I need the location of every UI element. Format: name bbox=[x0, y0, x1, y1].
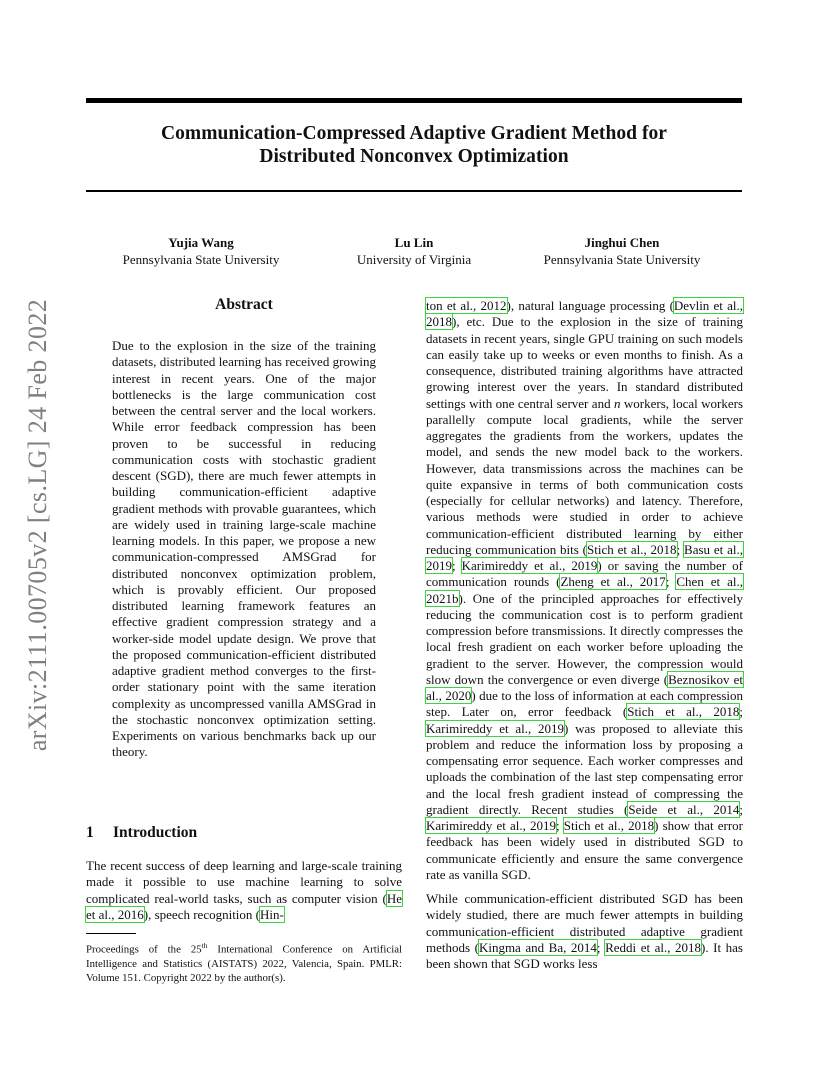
citation-link[interactable]: Karimireddy et al., 2019 bbox=[461, 558, 598, 573]
citation-link[interactable]: ton et al., 2012 bbox=[426, 298, 507, 313]
citation-link[interactable]: Reddi et al., 2018 bbox=[605, 939, 702, 955]
arxiv-identifier: arXiv:2111.00705v2 [cs.LG] 24 Feb 2022 bbox=[23, 298, 52, 752]
footnote-superscript: th bbox=[201, 941, 208, 950]
author-affiliation: University of Virginia bbox=[356, 252, 472, 267]
citation-link[interactable]: Karimireddy et al., 2019 bbox=[426, 818, 557, 833]
citation-link[interactable]: Beznosikov et al., 2020 bbox=[426, 671, 743, 703]
author-affiliation: Pennsylvania State University bbox=[543, 252, 701, 267]
section-title: Introduction bbox=[113, 824, 198, 841]
section-heading bbox=[86, 824, 197, 842]
arxiv-sidebar bbox=[18, 290, 58, 760]
footnote-rule bbox=[86, 933, 136, 934]
intro-text: The recent success of deep learning and large-scale training made it possible to use machine learning to solve complicated real-world tasks, such as computer vision ( bbox=[86, 858, 402, 906]
citation-link[interactable]: Stich et al., 2018 bbox=[627, 704, 740, 720]
title-top-rule bbox=[86, 98, 742, 103]
author-block-3 bbox=[516, 234, 728, 268]
title-line-2: Distributed Nonconvex Optimization bbox=[259, 146, 569, 167]
math-variable: n bbox=[614, 395, 621, 411]
author-name: Yujia Wang bbox=[168, 235, 234, 250]
right-paragraph-2: While communication-efficient distributed SGD has been widely studied, there are much fewer attempts in building communication-efficient distributed adaptive gradient methods (Kingma and Ba, 2014; Reddi et al., 2018). It has been shown that SGD works less bbox=[426, 891, 743, 971]
footnote: Proceedings of the 25th International Conference on Artificial Intelligence and Statistics (AISTATS) 2022, Valencia, Spain. PMLR: Volume 151. Copyright 2022 by the author(s). bbox=[86, 941, 402, 984]
citation-link[interactable]: Stich et al., 2018 bbox=[587, 541, 677, 557]
author-affiliation: Pennsylvania State University bbox=[122, 252, 280, 267]
paper-title bbox=[86, 122, 742, 168]
abstract-body bbox=[112, 338, 376, 761]
author-block-2 bbox=[330, 234, 498, 268]
citation-link[interactable]: Chen et al., 2021b bbox=[426, 574, 743, 606]
citation-link[interactable]: Seide et al., 2014 bbox=[628, 801, 740, 817]
section-number: 1 bbox=[86, 824, 94, 841]
abstract-heading: Abstract bbox=[215, 296, 273, 313]
right-column bbox=[426, 298, 743, 972]
citation-link[interactable]: He et al., 2016 bbox=[86, 890, 402, 922]
intro-paragraph bbox=[86, 858, 402, 923]
citation-link[interactable]: Hin- bbox=[260, 906, 284, 922]
right-paragraph-1: ton et al., 2012), natural language processing (Devlin et al., 2018), etc. Due to the explosion in the size of training datasets in recent years, single GPU training on such models can easily take up to weeks or even months to finish. As a consequence, distributed training algorithms have attracted growing interest over the years. In standard distributed settings with one central server and n workers, local workers parallelly compute local gradients, while the server aggregates the gradients from the workers, updates the model, and sends the new model back to the workers. However, data transmissions across the machines can be quite expansive in terms of both communication costs (especially for cellular networks) and latency. Therefore, various methods were studied in order to achieve communication-efficient distributed learning by either reducing communication bits (Stich et al., 2018; Basu et al., 2019; Karimireddy et al., 2019) or saving the number of communication rounds (Zheng et al., 2017; Chen et al., 2021b). One of the principled approaches for effectively reducing the communication cost is to perform gradient compression before transmissions. It directly compresses the local fresh gradient on each worker before uploading the gradient to the server. However, the compression would slow down the convergence or even diverge (Beznosikov et al., 2020) due to the loss of information at each compression step. Later on, error feedback (Stich et al., 2018; Karimireddy et al., 2019) was proposed to alleviate this problem and reduce the information loss by proposing a compensating error sequence. Each worker compresses and uploads the combination of the last step compensating error and the local fresh gradient instead of compressing the gradient directly. Recent studies (Seide et al., 2014; Karimireddy et al., 2019; Stich et al., 2018) show that error feedback has been widely used in distributed SGD to communicate efficiently and ensure the same convergence rate as vanilla SGD. bbox=[426, 298, 744, 882]
citation-link[interactable]: Zheng et al., 2017 bbox=[560, 574, 666, 590]
citation-link[interactable]: Devlin et al., 2018 bbox=[426, 298, 743, 330]
citation-link[interactable]: Karimireddy et al., 2019 bbox=[426, 720, 564, 736]
citation-link[interactable]: Basu et al., 2019 bbox=[426, 541, 743, 573]
title-line-1: Communication-Compressed Adaptive Gradient Method for bbox=[160, 123, 668, 144]
intro-text: ), speech recognition ( bbox=[143, 906, 260, 922]
author-block-1 bbox=[90, 234, 312, 268]
author-name: Jinghui Chen bbox=[584, 235, 660, 250]
citation-link[interactable]: Stich et al., 2018 bbox=[563, 818, 655, 833]
title-bottom-rule bbox=[86, 190, 742, 192]
citation-link[interactable]: Kingma and Ba, 2014 bbox=[478, 939, 597, 955]
abstract-text: Due to the explosion in the size of the training datasets, distributed learning has received growing interest in recent years. One of the major bottlenecks is the large communication cost between the central server and the local workers. While error feedback compression has been proven to be successful in reducing communication costs with stochastic gradient descent (SGD), there are much fewer attempts in building communication-efficient adaptive gradient methods with provable guarantees, which are widely used in training large-scale machine learning models. In this paper, we propose a new communication-compressed AMSGrad for distributed nonconvex optimization problem, which is provably efficient. Our proposed distributed learning framework features an effective gradient compression strategy and a worker-side model update design. We prove that the proposed communication-efficient distributed adaptive gradient method converges to the first-order stationary point with the same iteration complexity as uncompressed vanilla AMSGrad in the stochastic nonconvex optimization setting. Experiments on various benchmarks back up our theory. bbox=[112, 338, 376, 760]
author-name: Lu Lin bbox=[394, 235, 434, 250]
